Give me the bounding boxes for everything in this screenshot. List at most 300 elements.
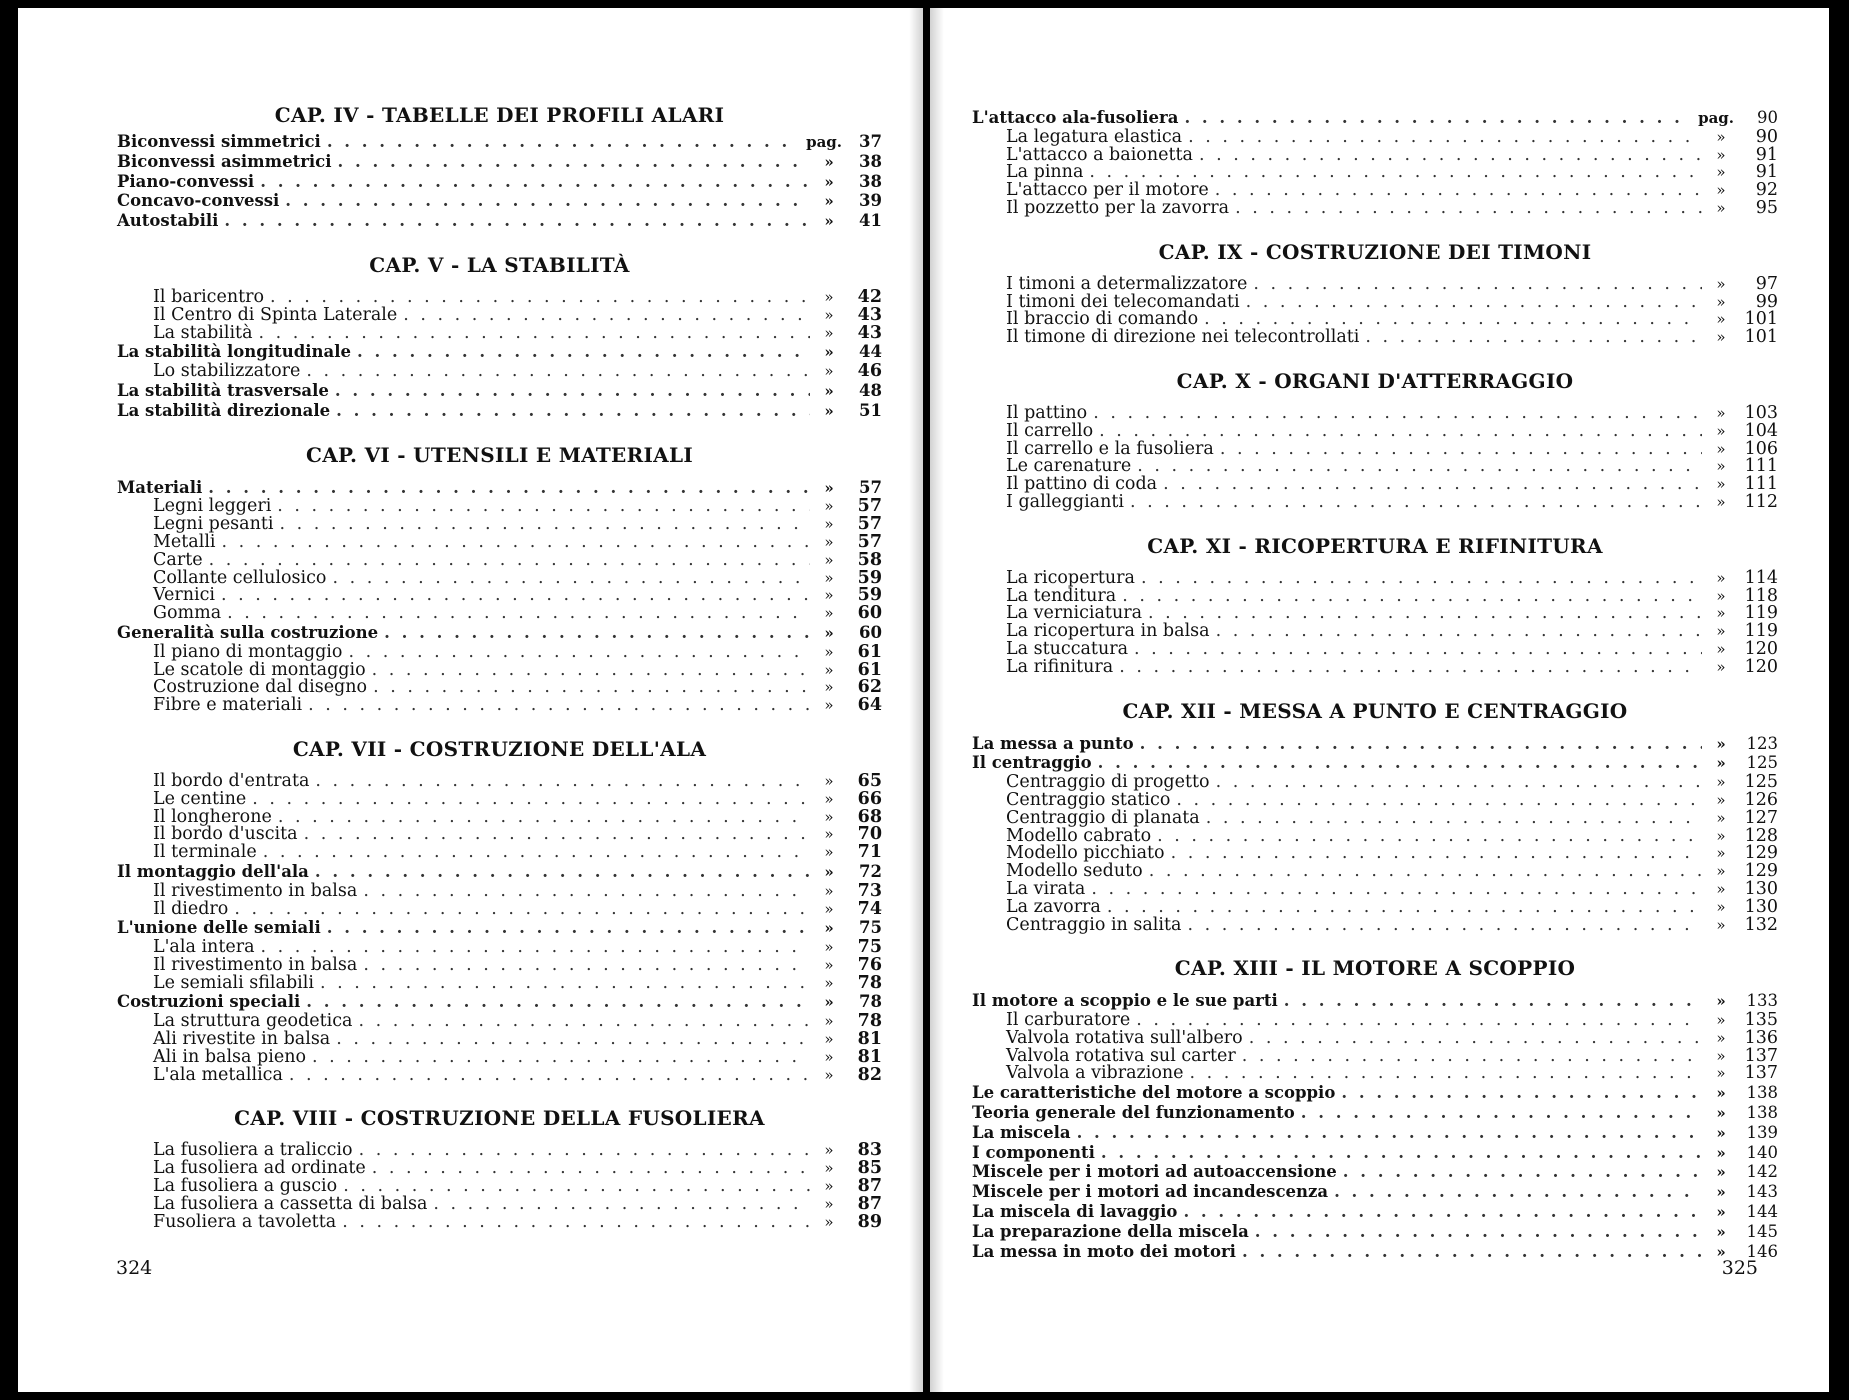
entry-label: Miscele per i motori ad incandescenza [972, 1182, 1329, 1202]
dot-leader [259, 325, 810, 343]
entry-label: Modello cabrato [1006, 825, 1152, 846]
entry-label: L'attacco ala-fusoliera [972, 108, 1179, 127]
entry-label: Legni pesanti [153, 514, 274, 535]
dot-leader [363, 957, 810, 975]
entry-label: Lo stabilizzatore [153, 361, 301, 382]
dot-leader [1099, 423, 1702, 441]
page-marker: » [1716, 127, 1726, 146]
entry-page-number: 91 [1755, 144, 1778, 165]
entry-page-number: 143 [1746, 1182, 1778, 1202]
entry-label: Il carrello e la fusoliera [1006, 438, 1214, 459]
page-marker: » [824, 678, 834, 697]
dot-leader [306, 993, 810, 1011]
entry-page-number: 130 [1744, 896, 1778, 917]
entry-page-number: 123 [1746, 733, 1778, 753]
entry-page-number: 65 [857, 770, 882, 791]
entry-label: Fibre e materiali [153, 695, 303, 716]
dot-leader [1220, 441, 1702, 459]
dot-leader [1242, 1048, 1702, 1066]
chapter-title: CAP. X - ORGANI D'ATTERRAGGIO [1176, 368, 1574, 393]
entry-label: La fusoliera a guscio [153, 1176, 338, 1197]
toc-subentry [117, 697, 882, 715]
entry-page-number: 57 [857, 514, 882, 535]
chapter-title: CAP. IV - TABELLE DEI PROFILI ALARI [274, 103, 725, 127]
chapter-title: CAP. VIII - COSTRUZIONE DELLA FUSOLIERA [234, 1106, 765, 1131]
entry-page-number: 90 [1755, 126, 1778, 147]
entry-page-number: 60 [859, 622, 882, 642]
toc-entry [972, 1243, 1778, 1262]
entry-label: Materiali [117, 477, 203, 497]
page-marker: » [824, 497, 834, 516]
entry-label: Le carenature [1006, 456, 1132, 477]
page-marker: » [824, 192, 834, 211]
toc-subentry [117, 788, 882, 809]
entry-label: Il piano di montaggio [153, 641, 343, 662]
entry-page-number: 59 [857, 567, 882, 588]
entry-page-number: 118 [1744, 585, 1778, 606]
entry-label: Generalità sulla costruzione [117, 622, 379, 642]
entry-page-number: 48 [859, 380, 882, 400]
page-marker: » [824, 899, 834, 918]
entry-label: Le semiali sfilabili [153, 972, 314, 993]
page-marker: » [824, 1159, 834, 1178]
entry-page-number: 119 [1744, 621, 1778, 642]
entry-label: L'attacco a baionetta [1006, 144, 1193, 165]
page-marker: » [824, 323, 834, 342]
entry-label: La fusoliera a traliccio [153, 1140, 353, 1161]
page-marker: » [1716, 734, 1726, 753]
entry-page-number: 89 [857, 1211, 882, 1232]
dot-leader [372, 1160, 810, 1178]
page-marker: » [824, 807, 834, 826]
entry-label: Il pozzetto per la zavorra [1006, 197, 1230, 218]
dot-leader [1176, 792, 1702, 810]
page-marker: » [1716, 1104, 1726, 1123]
page-marker: » [1716, 773, 1726, 792]
entry-label: La zavorra [1006, 896, 1101, 917]
entry-label: Piano-convessi [117, 171, 255, 191]
page-marker: » [1716, 403, 1726, 422]
dot-leader [327, 919, 810, 937]
page-marker: » [824, 305, 834, 324]
toc-entry [972, 109, 1778, 128]
page-marker: » [824, 919, 834, 938]
page-marker: » [1716, 915, 1726, 934]
page-marker: » [824, 532, 834, 551]
entry-label: Valvola rotativa sull'albero [1006, 1027, 1243, 1048]
dot-leader [221, 587, 810, 605]
dot-leader [208, 479, 810, 497]
entry-page-number: 39 [859, 191, 882, 211]
dot-leader [1148, 605, 1702, 623]
toc-subentry [117, 1046, 882, 1067]
chapter-title: CAP. VII - COSTRUZIONE DELL'ALA [292, 736, 707, 761]
dot-leader [335, 382, 810, 400]
page-marker: » [1716, 604, 1726, 623]
entry-label: Il Centro di Spinta Laterale [153, 304, 398, 325]
page-marker: » [1716, 1046, 1726, 1065]
toc-subentry [117, 1193, 882, 1214]
entry-label: Metalli [153, 531, 216, 552]
entry-label: Teoria generale del funzionamento [972, 1103, 1295, 1123]
entry-page-number: 41 [859, 211, 882, 231]
entry-label: La virata [1006, 878, 1086, 899]
entry-page-number: 106 [1744, 438, 1778, 459]
page-marker: » [1716, 475, 1726, 494]
dot-leader [336, 402, 810, 420]
entry-label: Modello seduto [1006, 861, 1143, 882]
entry-label: Miscele per i motori ad autoaccensione [972, 1162, 1337, 1182]
dot-leader [433, 1196, 810, 1214]
entry-page-number: 43 [857, 322, 882, 343]
entry-page-number: 90 [1757, 108, 1778, 127]
entry-page-number: 138 [1746, 1103, 1778, 1123]
dot-leader [304, 826, 810, 844]
entry-page-number: 75 [859, 918, 882, 938]
toc-subentry [972, 896, 1778, 917]
dot-leader [209, 552, 810, 570]
entry-page-number: 128 [1744, 825, 1778, 846]
entry-page-number: 38 [859, 151, 882, 171]
entry-label: I timoni dei telecomandati [1006, 291, 1240, 312]
dot-leader [227, 605, 810, 623]
dot-leader [1255, 1223, 1702, 1241]
entry-page-number: 44 [859, 342, 882, 362]
entry-page-number: 111 [1744, 456, 1778, 477]
toc-entry [117, 343, 882, 362]
page-marker: » [1716, 1011, 1726, 1030]
entry-page-number: 125 [1746, 753, 1778, 773]
entry-page-number: 71 [857, 842, 882, 863]
dot-leader [332, 570, 810, 588]
toc-subentry [117, 1211, 882, 1232]
entry-page-number: 139 [1746, 1122, 1778, 1142]
page-marker: » [1716, 145, 1726, 164]
dot-leader [1334, 1183, 1702, 1201]
page-marker: » [1716, 1242, 1726, 1261]
entry-label: Gomma [153, 603, 222, 624]
page-marker: » [824, 152, 834, 171]
toc-column-left [117, 103, 882, 1231]
dot-leader [1253, 276, 1702, 294]
toc-subentry [117, 363, 882, 381]
page-marker: » [1716, 328, 1726, 347]
page-marker: » [824, 401, 834, 420]
entry-page-number: 140 [1746, 1142, 1778, 1162]
entry-label: Concavo-convessi [117, 191, 280, 211]
dot-leader [1098, 754, 1702, 772]
entry-page-number: 119 [1744, 603, 1778, 624]
entry-page-number: 144 [1746, 1202, 1778, 1222]
entry-page-number: 68 [857, 806, 882, 827]
dot-leader [1091, 881, 1702, 899]
entry-label: Il rivestimento in balsa [153, 880, 358, 901]
dot-leader [1341, 1084, 1702, 1102]
page-marker: » [1716, 622, 1726, 641]
toc-entry [972, 735, 1778, 754]
entry-label: La miscela di lavaggio [972, 1202, 1178, 1222]
dot-leader [260, 173, 810, 191]
dot-leader [1246, 294, 1702, 312]
toc-entry [972, 992, 1778, 1011]
entry-page-number: 82 [857, 1064, 882, 1085]
dot-leader [327, 133, 800, 151]
page-marker: » [1716, 639, 1726, 658]
dot-leader [1216, 774, 1702, 792]
dot-leader [1107, 899, 1702, 917]
entry-label: Il pattino [1006, 402, 1088, 423]
entry-label: La preparazione della miscela [972, 1221, 1249, 1241]
toc-subentry [117, 516, 882, 534]
toc-subentry [117, 972, 882, 993]
page-marker: » [824, 825, 834, 844]
entry-page-number: 97 [1755, 273, 1778, 294]
dot-leader [1206, 810, 1702, 828]
entry-page-number: 111 [1744, 474, 1778, 495]
page-marker: » [1716, 1123, 1726, 1142]
entry-label: Il timone di direzione nei telecontrollati [1006, 327, 1360, 348]
toc-subentry [117, 898, 882, 919]
entry-label: La ricopertura in balsa [1006, 621, 1210, 642]
entry-page-number: 129 [1744, 861, 1778, 882]
page-marker: » [824, 955, 834, 974]
gutter-shadow [930, 8, 944, 1392]
entry-label: Il braccio di comando [1006, 309, 1199, 330]
page-marker: » [824, 287, 834, 306]
page-marker: » [1716, 198, 1726, 217]
page-marker: » [824, 343, 834, 362]
page-marker: » [1716, 808, 1726, 827]
entry-page-number: 43 [857, 304, 882, 325]
dot-leader [289, 1067, 810, 1085]
entry-label: L'ala intera [153, 937, 255, 958]
entry-page-number: 145 [1746, 1221, 1778, 1241]
page-marker: » [824, 586, 834, 605]
page-marker: » [1716, 586, 1726, 605]
entry-label: La stabilità longitudinale [117, 342, 351, 362]
toc-subentry [972, 807, 1778, 828]
page-marker: » [824, 623, 834, 642]
dot-leader [1187, 917, 1702, 935]
dot-leader [315, 863, 810, 881]
entry-label: La miscela [972, 1122, 1071, 1142]
dot-leader [1163, 476, 1702, 494]
dot-leader [312, 1049, 810, 1067]
toc-subentry [117, 880, 882, 901]
entry-page-number: 127 [1744, 807, 1778, 828]
page-marker: » [824, 1012, 834, 1031]
dot-leader [234, 901, 810, 919]
entry-label: Il bordo d'uscita [153, 824, 298, 845]
entry-label: Centraggio statico [1006, 789, 1171, 810]
dot-leader [358, 1013, 810, 1031]
entry-page-number: 126 [1744, 789, 1778, 810]
page-marker: » [824, 843, 834, 862]
page-marker: » [1716, 1183, 1726, 1202]
page-marker: » [824, 172, 834, 191]
entry-label: Le centine [153, 788, 247, 809]
entry-page-number: 57 [857, 496, 882, 517]
dot-leader [224, 212, 810, 230]
entry-label: La stuccatura [1006, 638, 1129, 659]
entry-label: Vernici [153, 585, 216, 606]
toc-subentry [117, 1064, 882, 1085]
dot-leader [252, 791, 810, 809]
entry-page-number: 87 [857, 1193, 882, 1214]
toc-subentry [972, 656, 1778, 677]
entry-page-number: 132 [1744, 914, 1778, 935]
page-marker: » [824, 862, 834, 881]
entry-label: Costruzioni speciali [117, 992, 301, 1012]
toc-entry [117, 863, 882, 882]
entry-page-number: 51 [859, 400, 882, 420]
page-marker: » [824, 938, 834, 957]
toc-subentry [972, 420, 1778, 441]
toc-subentry [972, 491, 1778, 512]
entry-page-number: 57 [857, 531, 882, 552]
dot-leader [263, 844, 810, 862]
toc-entry [972, 1084, 1778, 1103]
entry-page-number: 135 [1744, 1010, 1778, 1031]
dot-leader [403, 307, 810, 325]
page-marker: » [824, 212, 834, 231]
entry-page-number: 130 [1744, 878, 1778, 899]
toc-entry [117, 402, 882, 421]
entry-page-number: 142 [1746, 1162, 1778, 1182]
page-marker: » [1716, 1064, 1726, 1083]
chapter-title: CAP. XIII - IL MOTORE A SCOPPIO [1174, 956, 1576, 981]
chapter-title: CAP. VI - UTENSILI E MATERIALI [305, 442, 694, 467]
page-marker: » [1716, 1203, 1726, 1222]
page-marker: » [824, 381, 834, 400]
dot-leader [306, 363, 810, 381]
entry-page-number: 72 [859, 861, 882, 881]
entry-page-number: 75 [857, 937, 882, 958]
entry-page-number: 87 [857, 1176, 882, 1197]
page-marker: » [824, 1047, 834, 1066]
page-marker: » [1716, 568, 1726, 587]
entry-page-number: 61 [857, 641, 882, 662]
entry-page-number: 120 [1744, 638, 1778, 659]
toc-subentry [972, 329, 1778, 347]
page-marker: » [1716, 457, 1726, 476]
dot-leader [1184, 109, 1692, 127]
page-marker: » [1716, 1084, 1726, 1103]
dot-leader [320, 975, 810, 993]
toc-column-right [972, 108, 1778, 1262]
entry-label: I galleggianti [1006, 491, 1124, 512]
entry-label: L'ala metallica [153, 1064, 283, 1085]
page-marker: » [1716, 439, 1726, 458]
dot-leader [338, 153, 811, 171]
dot-leader [1101, 1144, 1702, 1162]
entry-label: Collante cellulosico [153, 567, 327, 588]
entry-page-number: 91 [1755, 162, 1778, 183]
entry-page-number: 103 [1744, 402, 1778, 423]
page-marker: » [1716, 274, 1726, 293]
page-marker: » [824, 642, 834, 661]
toc-entry [972, 1223, 1778, 1242]
entry-label: La stabilità direzionale [117, 400, 331, 420]
entry-label: Il diedro [153, 898, 229, 919]
entry-label: Fusoliera a tavoletta [153, 1211, 337, 1232]
entry-label: Modello picchiato [1006, 843, 1165, 864]
entry-page-number: 129 [1744, 843, 1778, 864]
toc-entry [117, 173, 882, 192]
chapter-title: CAP. XI - RICOPERTURA E RIFINITURA [1147, 533, 1603, 558]
dot-leader [363, 883, 810, 901]
dot-leader [1077, 1124, 1702, 1142]
toc-entry [972, 1163, 1778, 1182]
page-marker: pag. [806, 133, 842, 151]
entry-label: Il centraggio [972, 753, 1092, 773]
dot-leader [336, 1031, 810, 1049]
entry-label: L'unione delle semiali [117, 918, 321, 938]
entry-label: Valvola a vibrazione [1006, 1063, 1184, 1084]
page-marker: » [824, 771, 834, 790]
entry-label: Costruzione dal disegno [153, 677, 368, 698]
toc-entry [972, 1144, 1778, 1163]
entry-label: Le caratteristiche del motore a scoppio [972, 1083, 1336, 1103]
entry-label: Centraggio in salita [1006, 914, 1182, 935]
page-marker: » [824, 696, 834, 715]
entry-label: Il longherone [153, 806, 272, 827]
entry-label: Valvola rotativa sul carter [1006, 1045, 1236, 1066]
page-marker: » [824, 1212, 834, 1231]
toc-subentry [117, 641, 882, 662]
entry-page-number: 59 [857, 585, 882, 606]
toc-subentry [117, 587, 882, 605]
entry-page-number: 83 [857, 1140, 882, 1161]
entry-label: La fusoliera a cassetta di balsa [153, 1193, 428, 1214]
entry-label: Centraggio di progetto [1006, 772, 1210, 793]
dot-leader [1134, 641, 1702, 659]
entry-page-number: 104 [1744, 420, 1778, 441]
page-marker: » [1716, 163, 1726, 182]
entry-page-number: 101 [1744, 309, 1778, 330]
dot-leader [372, 662, 810, 680]
entry-label: L'attacco per il motore [1006, 180, 1209, 201]
chapter-title: CAP. XII - MESSA A PUNTO E CENTRAGGIO [1122, 698, 1628, 723]
dot-leader [308, 697, 810, 715]
dot-leader [279, 516, 810, 534]
entry-page-number: 138 [1746, 1083, 1778, 1103]
entry-label: Le scatole di montaggio [153, 659, 366, 680]
entry-label: Centraggio di planata [1006, 807, 1200, 828]
entry-label: La rifinitura [1006, 656, 1114, 677]
entry-page-number: 112 [1744, 491, 1778, 512]
dot-leader [1149, 863, 1702, 881]
entry-label: I componenti [972, 1142, 1095, 1162]
entry-page-number: 101 [1744, 327, 1778, 348]
page-marker: » [1716, 421, 1726, 440]
toc-subentry [972, 273, 1778, 294]
dot-leader [1137, 458, 1702, 476]
entry-label: Carte [153, 549, 203, 570]
dot-leader [373, 679, 810, 697]
page-marker: » [824, 515, 834, 534]
toc-subentry [972, 126, 1778, 147]
entry-page-number: 95 [1755, 197, 1778, 218]
toc-subentry [972, 863, 1778, 881]
entry-page-number: 81 [857, 1046, 882, 1067]
entry-page-number: 61 [857, 659, 882, 680]
left-page [18, 8, 923, 1392]
entry-page-number: 74 [857, 898, 882, 919]
page-number-right: 325 [1721, 1257, 1758, 1279]
entry-label: Il terminale [153, 842, 257, 863]
entry-label: La ricopertura [1006, 567, 1135, 588]
